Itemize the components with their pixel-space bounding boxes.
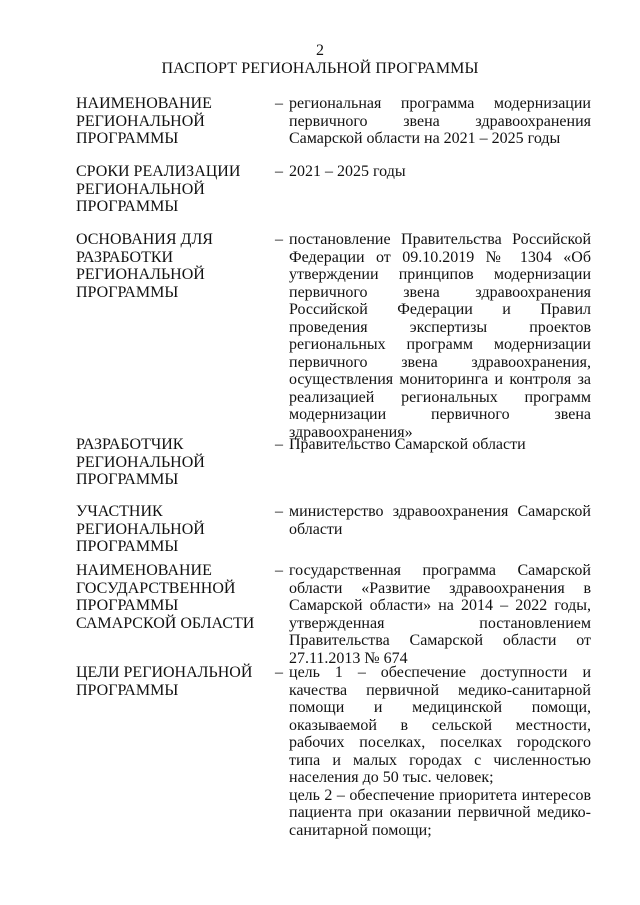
row-dash: –: [275, 503, 283, 520]
row-value: [289, 436, 591, 454]
row-label: СРОКИ РЕАЛИЗАЦИИ РЕГИОНАЛЬНОЙ ПРОГРАММЫ: [76, 163, 241, 215]
row-label: НАИМЕНОВАНИЕ ГОСУДАРСТВЕННОЙ ПРОГРАММЫ САМАРСКОЙ ОБЛАСТИ: [76, 562, 255, 632]
row-dash: –: [275, 163, 283, 180]
row-dash: –: [275, 562, 283, 579]
row-value-text: региональная программа модернизации первичного звена здравоохранения Самарской области на 2021 – 2025 годы: [289, 95, 591, 147]
page-title: ПАСПОРТ РЕГИОНАЛЬНОЙ ПРОГРАММЫ: [161, 60, 479, 77]
row-value-text: постановление Правительства Российской Федерации от 09.10.2019 № 1304 «Об утверждении принципов модернизации первичного звена здравоохранения Российской Федерации и Правил проведения экспертизы проектов региональных программ модернизации первичного звена здравоохранения, осуществления мониторинга и контроля за реализацией региональных программ модернизации первичного звена здравоохранения»: [289, 231, 591, 441]
page-number: 2: [316, 42, 324, 59]
row-dash: –: [275, 436, 283, 453]
row-dash: –: [275, 664, 283, 681]
row-value: [289, 664, 591, 839]
row-value-text: 2021 – 2025 годы: [289, 163, 406, 180]
row-label: ОСНОВАНИЯ ДЛЯ РАЗРАБОТКИ РЕГИОНАЛЬНОЙ ПРОГРАММЫ: [76, 231, 213, 301]
goal-2-text: цель 2 – обеспечение приоритета интересов пациента при оказании первичной медико-санитарной помощи;: [289, 786, 591, 839]
row-value: [289, 163, 591, 181]
goal-1-text: цель 1 – обеспечение доступности и качества первичной медико-санитарной помощи и медицинской помощи, оказываемой в сельской местности, рабочих поселках, поселках городского типа и малых городах с численностью населения до 50 тыс. человек;: [289, 664, 591, 786]
row-dash: –: [275, 95, 283, 112]
row-value: [289, 562, 591, 667]
row-value-text: Правительство Самарской области: [289, 436, 526, 453]
row-dash: –: [275, 231, 283, 248]
row-label: РАЗРАБОТЧИК РЕГИОНАЛЬНОЙ ПРОГРАММЫ: [76, 436, 205, 488]
row-value-text: министерство здравоохранения Самарской области: [289, 503, 591, 538]
row-label: НАИМЕНОВАНИЕ РЕГИОНАЛЬНОЙ ПРОГРАММЫ: [76, 95, 212, 147]
row-label: УЧАСТНИК РЕГИОНАЛЬНОЙ ПРОГРАММЫ: [76, 503, 205, 555]
row-value: [289, 231, 591, 441]
row-label: ЦЕЛИ РЕГИОНАЛЬНОЙ ПРОГРАММЫ: [76, 664, 253, 699]
row-value: [289, 95, 591, 148]
row-value: [289, 503, 591, 538]
row-value-text: государственная программа Самарской области «Развитие здравоохранения в Самарской области» на 2014 – 2022 годы, утвержденная постановлением Правительства Самарской области от 27.11.2013 № 674: [289, 562, 591, 667]
